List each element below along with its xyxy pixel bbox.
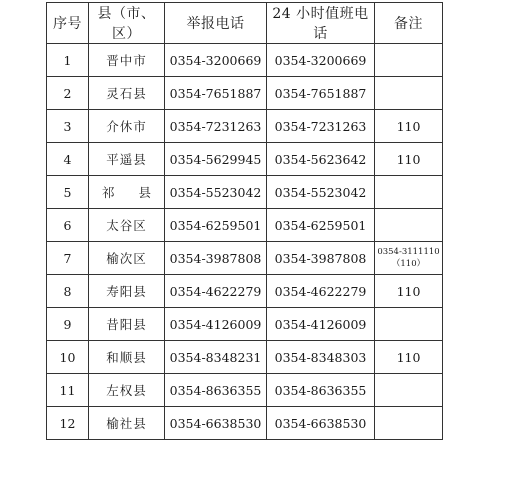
row-county: 寿阳县 [89, 275, 165, 308]
row-duty-phone: 0354-6638530 [267, 407, 375, 440]
header-no: 序号 [47, 3, 89, 44]
row-note-line2: （110） [391, 259, 426, 269]
row-no: 9 [47, 308, 89, 341]
row-note [375, 44, 443, 77]
row-report-phone: 0354-7231263 [165, 110, 267, 143]
phone-table [46, 2, 443, 440]
row-report-phone: 0354-6638530 [165, 407, 267, 440]
row-note [375, 242, 443, 275]
row-no: 10 [47, 341, 89, 374]
row-county: 介休市 [89, 110, 165, 143]
table-row [47, 77, 443, 110]
row-note [375, 176, 443, 209]
header-note: 备注 [375, 3, 443, 44]
row-duty-phone: 0354-7231263 [267, 110, 375, 143]
row-no: 7 [47, 242, 89, 275]
row-duty-phone: 0354-6259501 [267, 209, 375, 242]
row-duty-phone: 0354-8636355 [267, 374, 375, 407]
header-duty-phone: 24 小时值班电话 [267, 3, 375, 44]
row-note: 110 [375, 341, 443, 374]
row-county: 左权县 [89, 374, 165, 407]
row-county: 太谷区 [89, 209, 165, 242]
row-no: 2 [47, 77, 89, 110]
row-duty-phone: 0354-5623642 [267, 143, 375, 176]
row-no: 5 [47, 176, 89, 209]
table-row [47, 242, 443, 275]
row-duty-phone: 0354-7651887 [267, 77, 375, 110]
table-row [47, 374, 443, 407]
row-report-phone: 0354-3200669 [165, 44, 267, 77]
table-row [47, 110, 443, 143]
row-report-phone: 0354-5523042 [165, 176, 267, 209]
row-note [375, 209, 443, 242]
row-note [375, 77, 443, 110]
table-row [47, 275, 443, 308]
row-county: 榆次区 [89, 242, 165, 275]
row-county: 平遥县 [89, 143, 165, 176]
row-report-phone: 0354-8636355 [165, 374, 267, 407]
row-note: 110 [375, 275, 443, 308]
row-no: 3 [47, 110, 89, 143]
table-row [47, 308, 443, 341]
row-no: 1 [47, 44, 89, 77]
table-row [47, 407, 443, 440]
row-duty-phone: 0354-3200669 [267, 44, 375, 77]
row-note: 110 [375, 110, 443, 143]
row-note [375, 308, 443, 341]
row-no: 8 [47, 275, 89, 308]
row-duty-phone: 0354-4622279 [267, 275, 375, 308]
row-note [375, 374, 443, 407]
row-county: 晋中市 [89, 44, 165, 77]
row-duty-phone: 0354-3987808 [267, 242, 375, 275]
row-no: 6 [47, 209, 89, 242]
row-report-phone: 0354-8348231 [165, 341, 267, 374]
row-duty-phone: 0354-4126009 [267, 308, 375, 341]
row-county: 榆社县 [89, 407, 165, 440]
table-row [47, 143, 443, 176]
header-report-phone: 举报电话 [165, 3, 267, 44]
table-row [47, 176, 443, 209]
row-note [375, 407, 443, 440]
row-note-line1: 0354-3111110 [377, 247, 440, 257]
row-report-phone: 0354-6259501 [165, 209, 267, 242]
row-note: 110 [375, 143, 443, 176]
row-county: 和顺县 [89, 341, 165, 374]
header-county: 县（市、区） [89, 3, 165, 44]
row-duty-phone: 0354-5523042 [267, 176, 375, 209]
row-report-phone: 0354-4622279 [165, 275, 267, 308]
row-county: 祁 县 [89, 176, 165, 209]
table-row [47, 44, 443, 77]
row-report-phone: 0354-5629945 [165, 143, 267, 176]
row-report-phone: 0354-3987808 [165, 242, 267, 275]
header-row [47, 3, 443, 44]
row-duty-phone: 0354-8348303 [267, 341, 375, 374]
row-no: 11 [47, 374, 89, 407]
table-row [47, 209, 443, 242]
row-county: 昔阳县 [89, 308, 165, 341]
table-row [47, 341, 443, 374]
row-report-phone: 0354-4126009 [165, 308, 267, 341]
row-no: 12 [47, 407, 89, 440]
row-county: 灵石县 [89, 77, 165, 110]
row-report-phone: 0354-7651887 [165, 77, 267, 110]
row-no: 4 [47, 143, 89, 176]
